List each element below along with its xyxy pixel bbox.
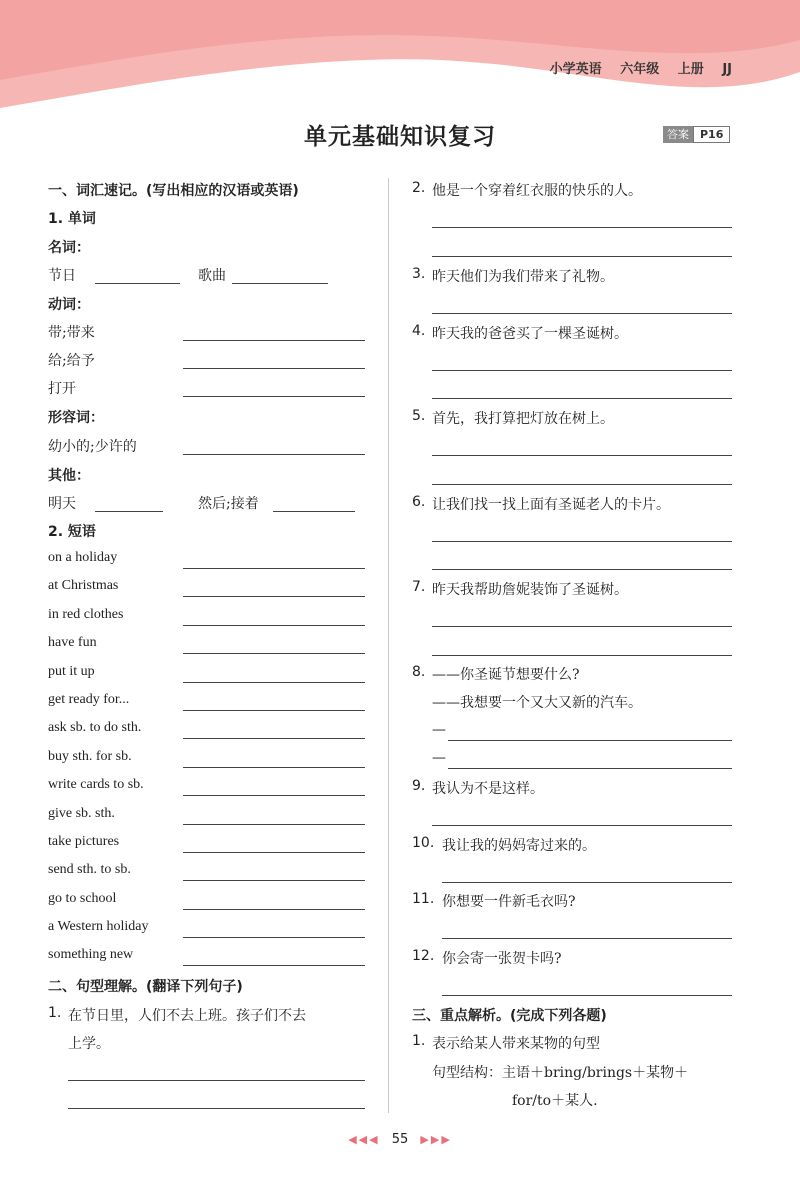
volume-label: 上册 (677, 62, 704, 77)
words-heading: 1. 单词 (48, 211, 96, 227)
phrase-item: give sb. sth. (48, 806, 115, 821)
answer-line[interactable] (432, 313, 732, 314)
subject-label: 小学英语 (549, 62, 602, 77)
answer-line[interactable] (68, 1080, 365, 1081)
answer-line[interactable] (442, 882, 732, 883)
answer-line[interactable] (183, 653, 365, 654)
noun-2: 歌曲 (198, 268, 226, 284)
adj-1: 幼小的;少许的 (48, 439, 137, 455)
answer-line[interactable] (432, 569, 732, 570)
answer-line[interactable] (183, 767, 365, 768)
answer-line[interactable] (95, 511, 163, 512)
next-arrows-icon: ▶▶▶ (420, 1133, 452, 1146)
answer-line[interactable] (442, 995, 732, 996)
question-number: 7. (412, 579, 426, 595)
question-number: 6. (412, 494, 426, 510)
answer-line[interactable] (183, 396, 365, 397)
other-2: 然后;接着 (198, 496, 259, 512)
answer-badge (663, 126, 730, 143)
answer-line[interactable] (183, 824, 365, 825)
answer-line[interactable] (448, 740, 732, 741)
other-label: 其他： (48, 468, 90, 484)
answer-line[interactable] (432, 541, 732, 542)
answer-line[interactable] (183, 454, 365, 455)
structure-line: 句型结构：主语＋bring/brings＋某物＋ (432, 1065, 689, 1081)
question-number: 4. (412, 323, 426, 339)
phrase-item: something new (48, 947, 134, 962)
answer-line[interactable] (183, 880, 365, 881)
phrase-item: ask sb. to do sth. (48, 720, 142, 735)
part3-heading: 三、重点解析。(完成下列各题) (412, 1008, 607, 1024)
phrase-item: go to school (48, 891, 117, 906)
other-1: 明天 (48, 496, 76, 512)
prev-arrows-icon: ◀◀◀ (348, 1133, 380, 1146)
question-text: 你会寄一张贺卡吗? (442, 951, 562, 967)
question-text: 上学。 (68, 1036, 110, 1052)
dialogue-dash: — (432, 750, 446, 766)
verb-2: 给;给予 (48, 353, 95, 369)
answer-line[interactable] (432, 455, 732, 456)
answer-line[interactable] (432, 256, 732, 257)
page-footer (0, 1132, 800, 1147)
verb-1: 带;带来 (48, 325, 95, 341)
answer-line[interactable] (68, 1108, 365, 1109)
answer-line[interactable] (432, 626, 732, 627)
answer-line[interactable] (448, 768, 732, 769)
question-text: 昨天我的爸爸买了一棵圣诞树。 (432, 326, 628, 342)
answer-page: P16 (693, 126, 730, 143)
phrases-heading: 2. 短语 (48, 524, 96, 540)
answer-label: 答案 (663, 126, 693, 143)
answer-line[interactable] (183, 965, 365, 966)
verb-3: 打开 (48, 381, 76, 397)
question-text: 我让我的妈妈寄过来的。 (442, 838, 596, 854)
answer-line[interactable] (432, 655, 732, 656)
question-text: 让我们找一找上面有圣诞老人的卡片。 (432, 497, 670, 513)
question-number: 12. (412, 948, 435, 964)
column-divider (388, 178, 389, 1113)
answer-line[interactable] (432, 484, 732, 485)
question-number: 3. (412, 266, 426, 282)
question-text: 他是一个穿着红衣服的快乐的人。 (432, 183, 642, 199)
answer-line[interactable] (183, 625, 365, 626)
question-number: 10. (412, 835, 435, 851)
noun-1: 节日 (48, 268, 76, 284)
edition-label: JJ (722, 62, 732, 77)
answer-line[interactable] (183, 852, 365, 853)
question-number: 5. (412, 408, 426, 424)
question-text: 首先，我打算把灯放在树上。 (432, 411, 614, 427)
phrase-item: buy sth. for sb. (48, 749, 132, 764)
phrase-item: on a holiday (48, 550, 118, 565)
question-number: 11. (412, 891, 435, 907)
grade-label: 六年级 (620, 62, 660, 77)
dialogue-dash: — (432, 722, 446, 738)
phrase-item: a Western holiday (48, 919, 149, 934)
book-info (536, 58, 732, 77)
answer-line[interactable] (432, 825, 732, 826)
answer-line[interactable] (183, 568, 365, 569)
answer-line[interactable] (183, 710, 365, 711)
phrase-item: in red clothes (48, 607, 124, 622)
question-number: 2. (412, 180, 426, 196)
question-text: 昨天他们为我们带来了礼物。 (432, 269, 614, 285)
answer-line[interactable] (432, 398, 732, 399)
phrase-item: at Christmas (48, 578, 119, 593)
page-title: 单元基础知识复习 (304, 124, 496, 150)
header-band (0, 0, 800, 110)
question-text: 我认为不是这样。 (432, 781, 544, 797)
phrase-item: send sth. to sb. (48, 862, 131, 877)
verbs-label: 动词： (48, 297, 90, 313)
phrase-item: have fun (48, 635, 97, 650)
question-text: ——我想要一个又大又新的汽车。 (432, 695, 642, 711)
question-number: 1. (48, 1005, 62, 1021)
phrase-item: take pictures (48, 834, 120, 849)
answer-line[interactable] (183, 596, 365, 597)
phrase-item: put it up (48, 664, 95, 679)
answer-line[interactable] (442, 938, 732, 939)
answer-line[interactable] (432, 227, 732, 228)
nouns-label: 名词： (48, 240, 90, 256)
structure-line: for/to＋某人. (512, 1093, 598, 1109)
answer-line[interactable] (183, 368, 365, 369)
answer-line[interactable] (183, 937, 365, 938)
answer-line[interactable] (95, 283, 180, 284)
phrase-item: get ready for... (48, 692, 130, 707)
answer-line[interactable] (183, 795, 365, 796)
question-text: 在节日里，人们不去上班。孩子们不去 (68, 1008, 306, 1024)
answer-line[interactable] (432, 370, 732, 371)
phrase-item: write cards to sb. (48, 777, 144, 792)
answer-line[interactable] (183, 738, 365, 739)
part2-heading: 二、句型理解。(翻译下列句子) (48, 979, 243, 995)
answer-line[interactable] (183, 340, 365, 341)
question-number: 8. (412, 664, 426, 680)
part1-heading: 一、词汇速记。(写出相应的汉语或英语) (48, 183, 299, 199)
answer-line[interactable] (273, 511, 355, 512)
question-text: 你想要一件新毛衣吗? (442, 894, 576, 910)
answer-line[interactable] (232, 283, 328, 284)
question-number: 9. (412, 778, 426, 794)
question-text: 昨天我帮助詹妮装饰了圣诞树。 (432, 582, 628, 598)
question-number: 1. (412, 1033, 426, 1049)
question-text: ——你圣诞节想要什么? (432, 667, 580, 683)
answer-line[interactable] (183, 909, 365, 910)
question-text: 表示给某人带来某物的句型 (432, 1036, 600, 1052)
page-number: 55 (391, 1132, 409, 1147)
answer-line[interactable] (183, 682, 365, 683)
adj-label: 形容词： (48, 410, 104, 426)
